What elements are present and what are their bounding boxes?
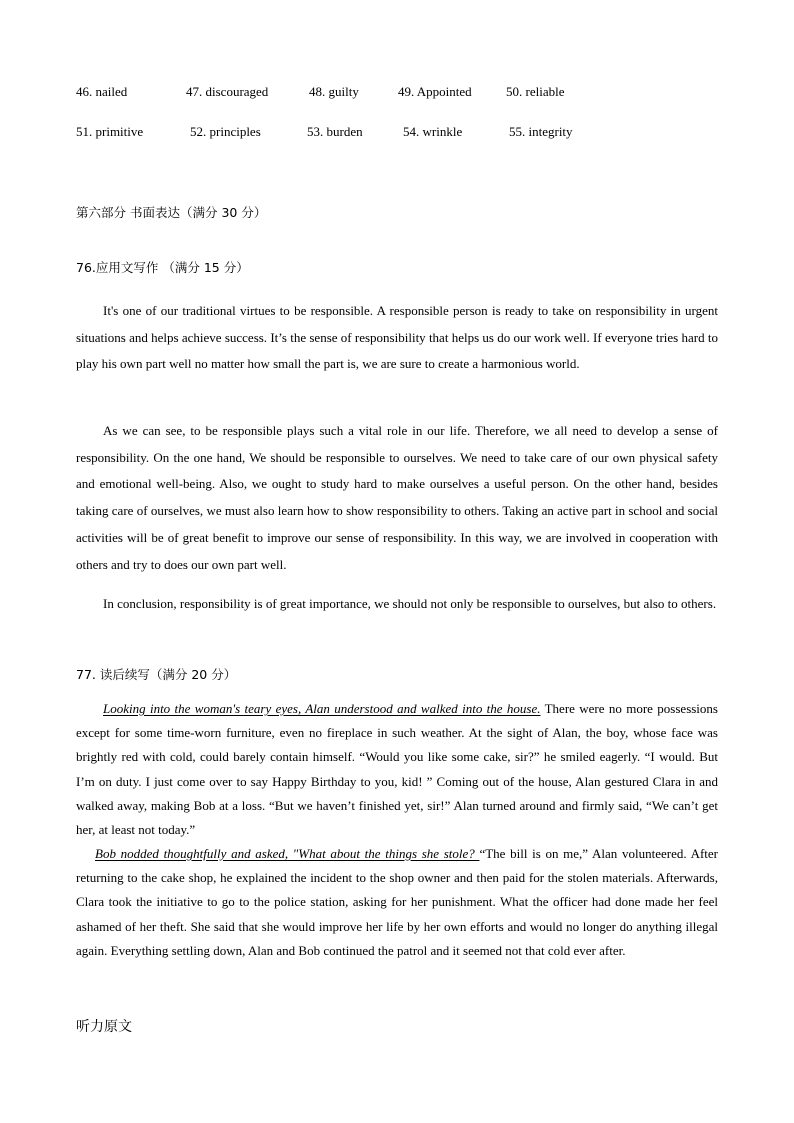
q77-paragraph-2 [76,842,718,963]
q77-paragraph-1 [76,697,718,842]
q77-given-opening-2: Bob nodded thoughtfully and asked, "What about the things she stole? [95,846,480,861]
q76-paragraph-2: As we can see, to be responsible plays such a vital role in our life. Therefore, we all need to develop a sense of responsibility. On the one hand, We should be responsible to ourselves. We need to take care of our own physical safety and emotional well-being. Also, we ought to study hard to make ourselves a useful person. On the other hand, besides taking care of ourselves, we must also learn how to show responsibility to others. Taking an active part in school and social activities will be of great benefit to improve our sense of responsibility. In this way, we are involved in cooperation with others and try to does our own part well. [76,423,718,572]
q76-paragraph-1: It's one of our traditional virtues to be responsible. A responsible person is ready to take on responsibility in urgent situations and helps achieve success. It’s the sense of responsibility that helps us do our work well. If everyone tries hard to play his own part well no matter how small the part is, we are sure to create a harmonious world. [76,303,718,372]
vocab-answer: 55. integrity [509,124,573,139]
vocab-answer: 52. principles [190,124,261,139]
listening-transcript-heading: 听力原文 [76,1019,132,1035]
q77-heading: 77. 读后续写（满分 20 分） [76,667,237,682]
vocab-answer: 46. nailed [76,84,128,99]
vocab-answer: 47. discouraged [186,84,269,99]
q77-given-opening-1: Looking into the woman's teary eyes, Alan understood and walked into the house. [103,701,541,716]
q77-paragraph-1-body: There were no more possessions except for some time-worn furniture, even no fireplace in such weather. At the sight of Alan, the boy, whose face was brightly red with cold, could barely contain himself. “Would you like some cake, sir?” he smiled eagerly. “I would. But I’m on duty. I just come over to say Happy Birthday to you, kid! ” Coming out of the house, Alan gestured Clara in and walked away, making Bob at a loss. “But we haven’t finished yet, sir!” Alan turned around and firmly said, “We can’t get her, at least not today.” [76,701,718,838]
vocab-answer: 50. reliable [506,84,565,99]
vocab-answer: 48. guilty [309,84,359,99]
vocab-answer: 53. burden [307,124,363,139]
vocab-answer: 54. wrinkle [403,124,463,139]
section-six-heading: 第六部分 书面表达（满分 30 分） [76,205,267,220]
q77-paragraph-2-body: “The bill is on me,” Alan volunteered. After returning to the cake shop, he explained the incident to the shop owner and then paid for the stolen materials. Afterwards, Clara took the initiative to go to the police station, asking for her punishment. What the officer had done made her feel ashamed of her theft. She said that she would improve her life by her own efforts and would no longer do anything illegal again. Everything settling down, Alan and Bob continued the patrol and it seemed not that cold ever after. [76,846,718,958]
vocab-answer: 51. primitive [76,124,144,139]
q76-heading: 76.应用文写作 （满分 15 分） [76,260,249,275]
vocab-answer-row-1 [76,82,726,102]
q76-paragraph-3: In conclusion, responsibility is of great importance, we should not only be responsible to ourselves, but also to others. [103,596,717,611]
vocab-answer-row-2 [76,122,726,142]
vocab-answer: 49. Appointed [398,84,472,99]
